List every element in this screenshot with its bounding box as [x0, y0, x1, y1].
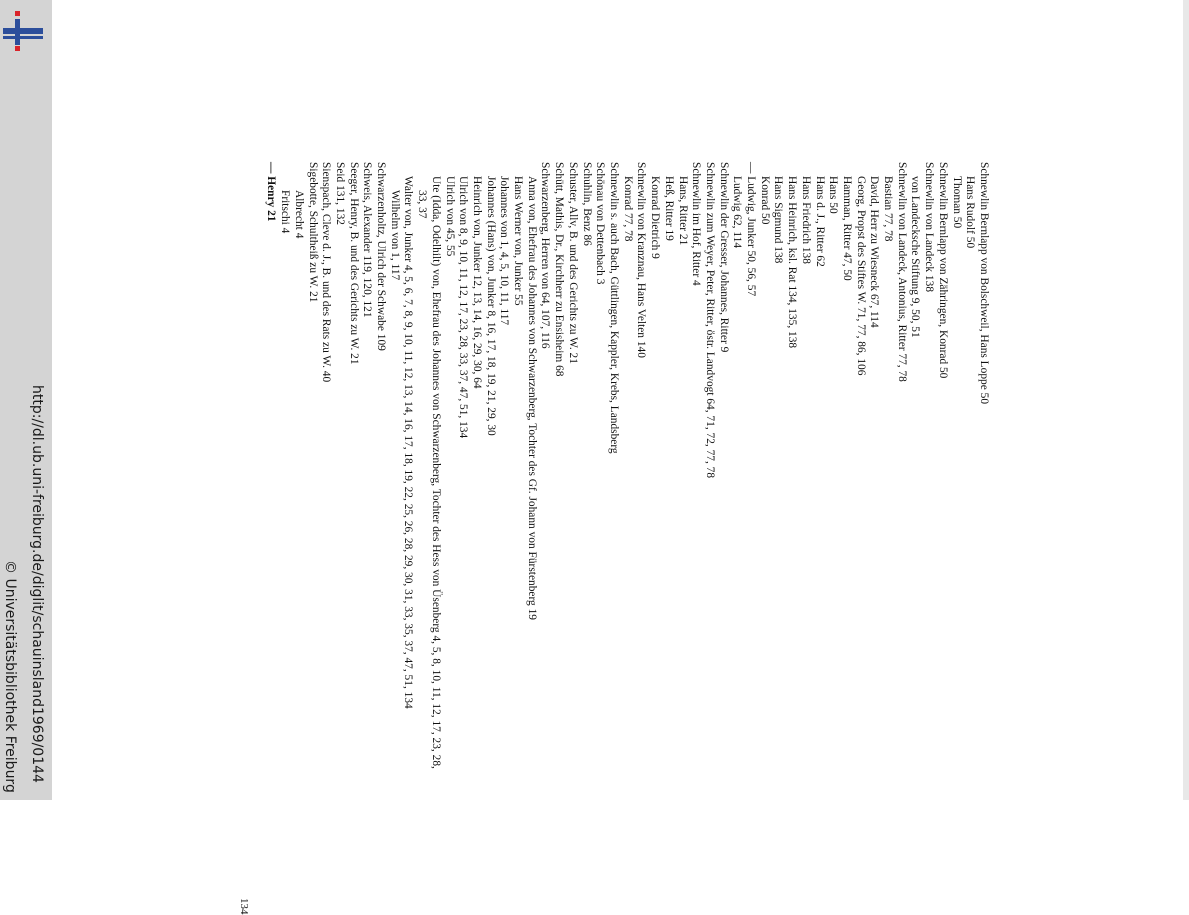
copyright-notice: © Universitätsbibliothek Freiburg — [2, 560, 18, 793]
index-entry: Anna von, Ehefrau des Johannes von Schwarzenberg, Tochter des Gf. Johann von Fürstenberg 19 — [525, 176, 538, 620]
source-url[interactable]: http://dl.ub.uni-freiburg.de/diglit/schauinsland1969/0144 — [29, 385, 45, 783]
index-entry: Albrecht 4 — [292, 190, 305, 239]
index-entry: Seeger, Henry, B. und des Gerichts zu W. 21 — [347, 162, 360, 365]
index-entry: Schönau von Dettenbach 3 — [594, 162, 607, 285]
index-entry: Fritschi 4 — [279, 190, 292, 234]
index-entry: Schnewlin Bernlapp von Bolschweil, Hans Loppe 50 — [978, 162, 990, 405]
scrollbar-track[interactable] — [1183, 0, 1189, 800]
index-entry: Sigebotte, Schultheiß zu W. 21 — [306, 162, 319, 303]
index-entry: Schnewlin s. auch Bach, Güttlingen, Kappler, Krebs, Landsberg — [608, 162, 621, 454]
index-entry: Konrad 50 — [758, 176, 771, 225]
index-entry: Walter von, Junker 4, 5, 6, 7, 8, 9, 10, 11, 12, 13, 14, 16, 17, 18, 19, 22, 25, 26, 28, 29, 30, 31, 33, 35, 37, 47, 51, 134 — [402, 176, 415, 709]
index-entry: Schnewlin zum Weyer, Peter, Ritter, östr. Landvogt 64, 71, 72, 77, 78 — [703, 162, 716, 479]
index-entry: Hans Sigmund 138 — [772, 176, 785, 264]
index-entry: Schwarzenholtz, Ulrich der Schwabe 109 — [375, 162, 388, 351]
index-entry: Schnewlin im Hof, Ritter 4 — [690, 162, 703, 286]
index-entry: Hans 50 — [827, 176, 840, 214]
index-entry: — Henry 21 — [265, 162, 278, 222]
index-entry: Wilhelm von 1, 117 — [388, 190, 401, 281]
index-entry: Hans Friedrich 138 — [799, 176, 812, 264]
index-entry: Konrad 77, 78 — [621, 176, 634, 242]
index-entry: Schütt, Mathis, Dr., Kirchherr zu Ensisheim 68 — [553, 162, 566, 377]
index-entry: Hans, Ritter 21 — [676, 176, 689, 246]
index-entry: Schweis, Alexander 119, 120, 121 — [361, 162, 374, 318]
index-entry: Schuhlin, Benz 86 — [580, 162, 593, 246]
index-entry: Seid 131, 132 — [333, 162, 346, 225]
index-entry: Ute (Idda, Odelhilt) von, Ehefrau des Johannes von Schwarzenberg, Tochter des Hess von Üsenberg 4, 5, 8, 10, 11, 12, 17, 23, 28, 33, 37 — [416, 176, 442, 769]
index-entry: Johannes (Hans) von, Junker 8, 16, 17, 18, 19, 21, 29, 30 — [484, 176, 497, 436]
index-entry: Bastian 77, 78 — [882, 176, 895, 242]
index-entry: Schnewlin von Landeck, Antonius, Ritter 77, 78 — [895, 162, 908, 382]
index-entry: Sienspach, Cleve d. J., B. und des Rats zu W. 40 — [320, 162, 333, 383]
index-entry: Ludwig 62, 114 — [731, 176, 744, 249]
index-entry: Ulrich von 45, 55 — [443, 176, 456, 257]
index-entry: Schnewlin von Kranznau, Hans Velten 140 — [635, 162, 648, 358]
index-text-block — [264, 162, 990, 782]
index-entry: Hans Rudolf 50 — [964, 176, 977, 249]
index-entry: Hans d. J., Ritter 62 — [813, 176, 826, 267]
index-entry: Hamman, Ritter 47, 50 — [840, 176, 853, 281]
index-entry: Hans Heinrich, ksl. Rat 134, 135, 138 — [786, 176, 799, 349]
index-entry: — Ludwig, Junker 50, 56, 57 — [745, 162, 758, 297]
sidebar — [0, 0, 52, 800]
index-entry: von Landecksche Stiftung 9, 50, 51 — [909, 176, 922, 338]
index-entry: Schnewlin der Gresser, Johannes, Ritter 9 — [717, 162, 730, 353]
index-entry: Georg, Propst des Stiftes W. 71, 77, 86, 106 — [854, 176, 867, 376]
index-entry: Konrad Dietrich 9 — [649, 176, 662, 259]
index-entry: Heinrich von, Junker 12, 13, 14, 16, 29, 30, 64 — [470, 176, 483, 389]
index-entry: Heß, Ritter 19 — [662, 176, 675, 241]
index-entry: Schnewlin Bernlapp von Zähringen, Konrad 50 — [936, 162, 949, 379]
index-entry: Johannes von 1, 4, 5, 10, 11, 117 — [498, 176, 511, 326]
page-number: 134 — [238, 898, 250, 915]
index-entry: Schwarzenberg, Herren von 64, 107, 116 — [539, 162, 552, 349]
index-entry: Thoman 50 — [950, 176, 963, 229]
index-entry: David, Herr zu Wiesneck 67, 114 — [868, 176, 881, 328]
index-entry: Schuster, Allv, B. und des Gerichts zu W. 21 — [566, 162, 579, 364]
library-logo — [2, 8, 44, 52]
index-entry: Hans Werner von, Junker 55 — [512, 176, 525, 306]
index-entry: Ulrich von 8, 9, 10, 11, 12, 17, 23, 28, 33, 37, 47, 51, 134 — [457, 176, 470, 439]
index-entry: Schnewlin von Landeck 138 — [923, 162, 936, 293]
